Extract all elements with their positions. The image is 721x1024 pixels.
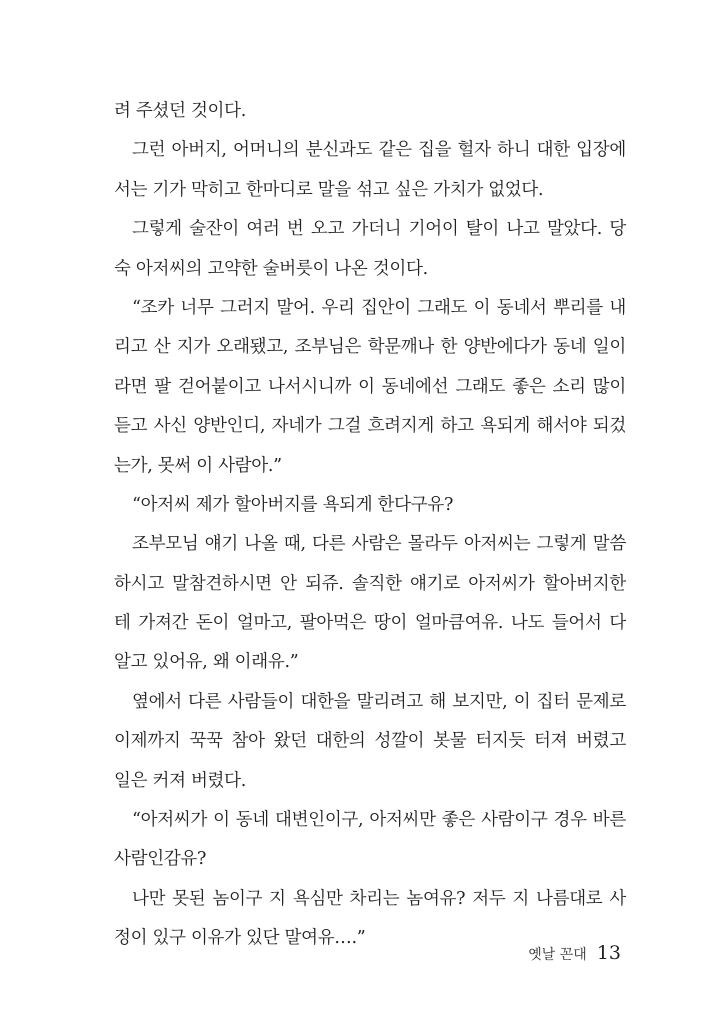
text-line: 려 주셨던 것이다. xyxy=(114,101,247,121)
text-line: “아저씨 제가 할아버지를 욕되게 한다구유? xyxy=(132,494,454,515)
text-line: 듣고 사신 양반인디, 자네가 그걸 흐려지게 하고 욕되게 해서야 되겄 xyxy=(114,416,626,437)
text-line: 그런 아버지, 어머니의 분신과도 같은 집을 헐자 하니 대한 입장에 xyxy=(132,140,626,161)
text-line: 리고 산 지가 오래됐고, 조부님은 학문깨나 한 양반에다가 동네 일이 xyxy=(114,337,626,358)
text-line: 이제까지 꾹꾹 참아 왔던 대한의 성깔이 봇물 터지듯 터져 버렸고 xyxy=(114,731,626,752)
text-line: 일은 커져 버렸다. xyxy=(114,770,247,791)
text-line: 옆에서 다른 사람들이 대한을 말리려고 해 보지만, 이 집터 문제로 xyxy=(132,691,626,712)
text-line: 정이 있구 이유가 있단 말여유….” xyxy=(114,928,366,949)
text-line: 알고 있어유, 왜 이래유.” xyxy=(114,652,299,673)
page-footer xyxy=(528,942,621,964)
body-text xyxy=(114,92,626,959)
text-line: 숙 아저씨의 고약한 술버릇이 나온 것이다. xyxy=(114,258,428,279)
text-line: 테 가져간 돈이 얼마고, 팔아먹은 땅이 얼마큼여유. 나도 들어서 다 xyxy=(114,613,626,634)
text-line: “아저씨가 이 동네 대변인이구, 아저씨만 좋은 사람이구 경우 바른 xyxy=(132,810,626,831)
text-line: 그렇게 술잔이 여러 번 오고 가더니 기어이 탈이 나고 말았다. 당 xyxy=(132,219,626,240)
page-number: 13 xyxy=(596,942,621,964)
text-line: 는가, 못써 이 사람아.” xyxy=(114,455,282,476)
text-line: 조부모님 얘기 나올 때, 다른 사람은 몰라두 아저씨는 그렇게 말씀 xyxy=(132,534,626,555)
text-line: 라면 팔 걷어붙이고 나서시니까 이 동네에선 그래도 좋은 소리 많이 xyxy=(114,376,626,397)
text-line: “조카 너무 그러지 말어. 우리 집안이 그래도 이 동네서 뿌리를 내 xyxy=(132,297,626,318)
text-line: 하시고 말참견하시면 안 되쥬. 솔직한 얘기로 아저씨가 할아버지한 xyxy=(114,573,626,594)
text-line: 사람인감유? xyxy=(114,849,207,870)
text-line: 서는 기가 막히고 한마디로 말을 섞고 싶은 가치가 없었다. xyxy=(114,179,544,200)
text-line: 나만 못된 놈이구 지 욕심만 차리는 놈여유? 저두 지 나름대로 사 xyxy=(132,888,626,909)
running-title: 옛날 꼰대 xyxy=(528,947,587,963)
